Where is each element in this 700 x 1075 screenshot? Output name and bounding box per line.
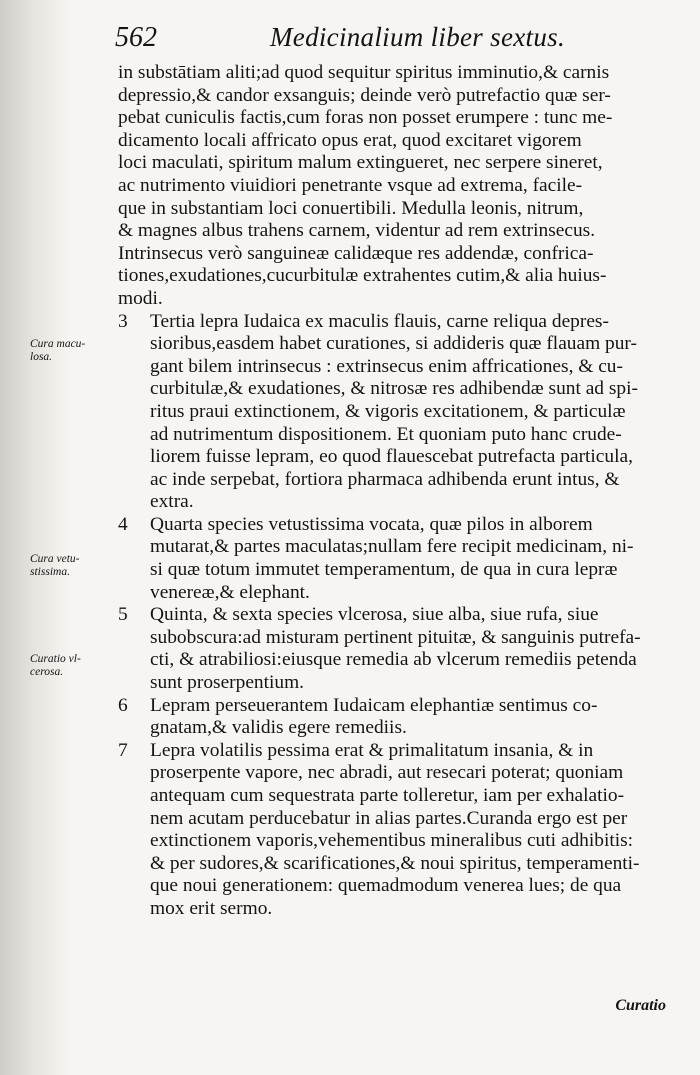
line-text: liorem fuisse lepram, eo quod flauescebat putrefacta particula, bbox=[150, 446, 633, 468]
text-line bbox=[118, 243, 683, 266]
line-text: antequam cum sequestrata parte tolleretur, iam per exhalatio- bbox=[150, 785, 625, 806]
line-text: gnatam,& validis egere remediis. bbox=[150, 717, 407, 739]
page-edge-shadow bbox=[0, 0, 70, 1075]
line-text: & magnes albus trahens carnem, videntur ad rem extrinsecus. bbox=[118, 220, 596, 242]
text-line bbox=[118, 130, 683, 153]
line-text: ac inde serpebat, fortiora pharmaca adhibenda erunt intus, & bbox=[150, 468, 620, 490]
line-text: sunt proserpentium. bbox=[150, 672, 305, 694]
text-line bbox=[118, 152, 683, 175]
text-line bbox=[118, 559, 683, 582]
line-text: Lepra volatilis pessima erat & primalitatum insania, & in bbox=[150, 739, 594, 761]
line-text: si quæ totum immutet temperamentum, de qua in cura lepræ bbox=[150, 559, 618, 581]
text-line bbox=[118, 356, 683, 379]
text-line bbox=[118, 762, 683, 785]
line-text: Quinta, & sexta species vlcerosa, siue alba, siue rufa, siue bbox=[150, 604, 599, 626]
line-text: modi. bbox=[118, 287, 163, 309]
line-text: ritus praui extinctionem, & vigoris excitationem, & particulæ bbox=[150, 400, 626, 422]
line-text: pebat cuniculis factis,cum foras non posset erumpere : tunc me- bbox=[118, 107, 613, 129]
line-text: extra. bbox=[150, 491, 194, 513]
paragraph-number: 5 bbox=[118, 604, 128, 626]
line-text: Intrinsecus verò sanguineæ calidæque res addendæ, confrica- bbox=[118, 242, 594, 264]
page-header bbox=[115, 22, 595, 58]
page-number: 562 bbox=[115, 22, 157, 53]
line-text: mox erit sermo. bbox=[150, 897, 273, 919]
text-line bbox=[118, 627, 683, 650]
line-text: tiones,exudationes,cucurbitulæ extrahentes cutim,& alia huius- bbox=[118, 265, 607, 287]
text-line bbox=[118, 898, 683, 921]
line-text: dicamento locali affricato opus erat, quod excitaret vigorem bbox=[118, 129, 582, 151]
text-line bbox=[118, 469, 683, 492]
text-line bbox=[118, 288, 683, 311]
line-text: venereæ,& elephant. bbox=[150, 581, 310, 603]
line-text: extinctionem vaporis,vehementibus mineralibus cuti adhibitis: bbox=[150, 830, 634, 852]
line-text: subobscura:ad misturam pertinent pituitæ, & sanguinis putrefa- bbox=[150, 626, 641, 648]
text-line bbox=[118, 604, 683, 627]
line-text: ad nutrimentum dispositionem. Et quoniam puto hanc crude- bbox=[150, 423, 622, 445]
text-line bbox=[118, 536, 683, 559]
line-text: Tertia lepra Iudaica ex maculis flauis, carne reliqua depres- bbox=[150, 310, 609, 332]
catchword: Curatio bbox=[615, 997, 666, 1014]
text-line bbox=[118, 830, 683, 853]
line-text: sioribus,easdem habet curationes, si addideris quæ flauam pur- bbox=[150, 333, 637, 355]
paragraph-number: 4 bbox=[118, 513, 128, 535]
line-text: que noui generationem: quemadmodum venerea lues; de qua bbox=[150, 875, 622, 897]
line-text: gant bilem intrinsecus : extrinsecus enim affricationes, & cu- bbox=[150, 355, 623, 377]
line-text: mutarat,& partes maculatas;nullam fere recipit medicinam, ni- bbox=[150, 536, 634, 558]
text-line bbox=[118, 785, 683, 808]
line-text: & per sudores,& scarificationes,& noui spiritus, temperamenti- bbox=[150, 852, 640, 874]
text-line bbox=[118, 808, 683, 831]
text-line bbox=[118, 62, 683, 85]
paragraph-number: 7 bbox=[118, 739, 128, 761]
text-line bbox=[118, 424, 683, 447]
paragraph-number: 6 bbox=[118, 694, 128, 716]
line-text: curbitulæ,& exudationes, & nitrosæ res adhibendæ sunt ad spi- bbox=[150, 378, 638, 400]
line-text: loci maculati, spiritum malum extingueret, nec serpere sineret, bbox=[118, 152, 603, 174]
text-line bbox=[118, 582, 683, 605]
text-line bbox=[118, 85, 683, 108]
text-line bbox=[118, 220, 683, 243]
text-line bbox=[118, 175, 683, 198]
text-line bbox=[118, 740, 683, 763]
text-line bbox=[118, 265, 683, 288]
margin-note-cura-vetustissima: Cura vetu- stissima. bbox=[30, 553, 80, 578]
line-text: Lepram perseuerantem Iudaicam elephantiæ sentimus co- bbox=[150, 694, 598, 716]
line-text: Quarta species vetustissima vocata, quæ pilos in alborem bbox=[150, 513, 593, 535]
text-line bbox=[118, 333, 683, 356]
line-text: cti, & atrabiliosi:eiusque remedia ab vlcerum remediis petenda bbox=[150, 649, 637, 671]
text-line bbox=[118, 378, 683, 401]
line-text: proserpente vapore, nec abradi, aut resecari poterat; quoniam bbox=[150, 762, 624, 784]
text-line bbox=[118, 311, 683, 334]
margin-note-curatio-vlcerosa: Curatio vl- cerosa. bbox=[30, 653, 81, 678]
line-text: depressio,& candor exsanguis; deinde verò putrefactio quæ ser- bbox=[118, 84, 611, 106]
paragraph-number: 3 bbox=[118, 310, 128, 332]
text-line bbox=[118, 649, 683, 672]
text-line bbox=[118, 401, 683, 424]
text-line bbox=[118, 875, 683, 898]
text-line bbox=[118, 717, 683, 740]
body-text bbox=[118, 62, 683, 921]
running-title: Medicinalium liber sextus. bbox=[270, 22, 565, 52]
text-line bbox=[118, 446, 683, 469]
text-line bbox=[118, 853, 683, 876]
line-text: ac nutrimento viuidiori penetrante vsque ad extrema, facile- bbox=[118, 174, 583, 196]
line-text: que in substantiam loci conuertibili. Medulla leonis, nitrum, bbox=[118, 197, 584, 219]
text-line bbox=[118, 514, 683, 537]
line-text: in substātiam aliti;ad quod sequitur spiritus imminutio,& carnis bbox=[118, 62, 610, 83]
text-line bbox=[118, 198, 683, 221]
text-line bbox=[118, 672, 683, 695]
text-line bbox=[118, 491, 683, 514]
text-line bbox=[118, 695, 683, 718]
margin-note-cura-maculosa: Cura macu- losa. bbox=[30, 338, 86, 363]
text-line bbox=[118, 107, 683, 130]
line-text: nem acutam perducebatur in alias partes.Curanda ergo est per bbox=[150, 807, 628, 829]
